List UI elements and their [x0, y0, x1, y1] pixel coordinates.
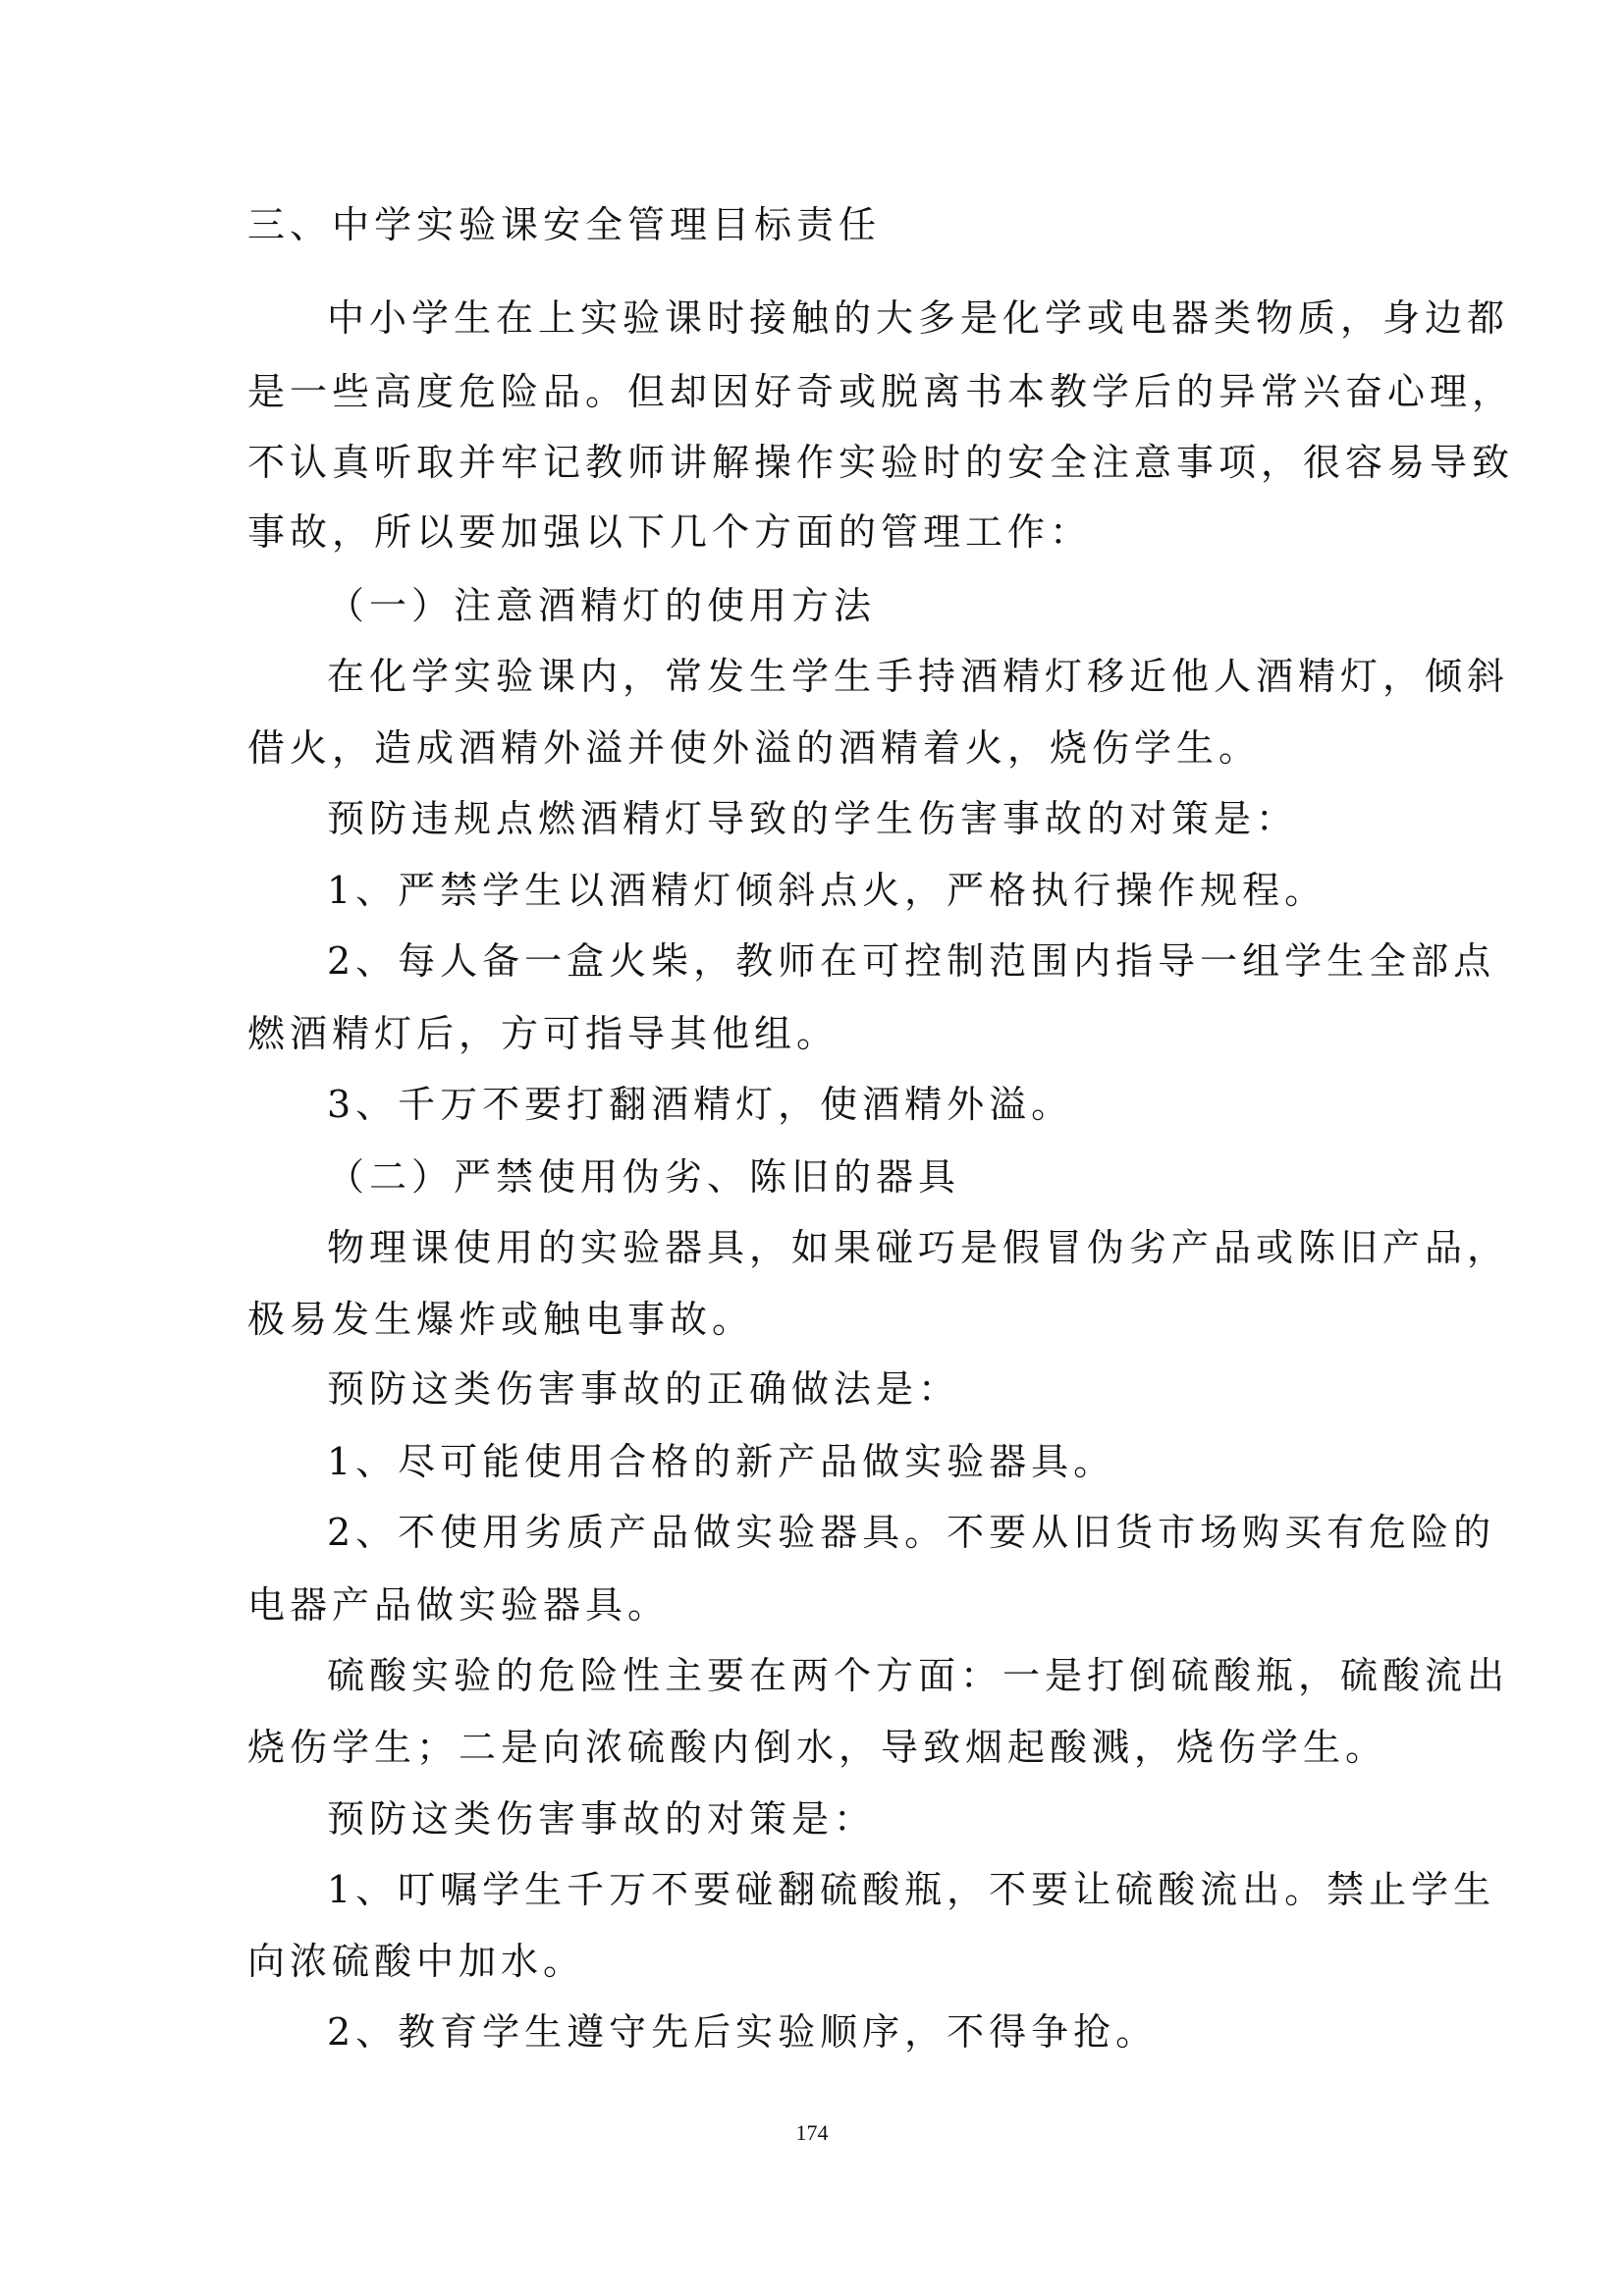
paragraph-line: 物理课使用的实验器具，如果碰巧是假冒伪劣产品或陈旧产品，	[327, 1226, 1510, 1269]
intro-paragraph-line: 不认真听取并牢记教师讲解操作实验时的安全注意事项，很容易导致	[247, 441, 1515, 484]
section-heading: 三、中学实验课安全管理目标责任	[247, 203, 882, 246]
paragraph-line: 烧伤学生；二是向浓硫酸内倒水，导致烟起酸溅，烧伤学生。	[247, 1726, 1388, 1769]
list-item: 2、每人备一盒火柴，教师在可控制范围内指导一组学生全部点	[327, 939, 1496, 983]
list-item: 2、不使用劣质产品做实验器具。不要从旧货市场购买有危险的	[327, 1511, 1496, 1554]
list-item-continuation: 燃酒精灯后，方可指导其他组。	[247, 1012, 839, 1055]
paragraph-line: 预防违规点燃酒精灯导致的学生伤害事故的对策是：	[327, 797, 1299, 840]
list-item: 3、千万不要打翻酒精灯，使酒精外溢。	[327, 1083, 1074, 1126]
subsection-title: （二）严禁使用伪劣、陈旧的器具	[327, 1155, 961, 1199]
subsection-title: （一）注意酒精灯的使用方法	[327, 584, 877, 627]
page-number: 174	[795, 2120, 829, 2145]
intro-paragraph-line: 是一些高度危险品。但却因好奇或脱离书本教学后的异常兴奋心理，	[247, 370, 1515, 413]
paragraph-line: 硫酸实验的危险性主要在两个方面：一是打倒硫酸瓶，硫酸流出	[327, 1654, 1510, 1697]
list-item: 2、教育学生遵守先后实验顺序，不得争抢。	[327, 2010, 1159, 2054]
paragraph-line: 借火，造成酒精外溢并使外溢的酒精着火，烧伤学生。	[247, 726, 1262, 770]
intro-paragraph-line: 中小学生在上实验课时接触的大多是化学或电器类物质，身边都	[327, 296, 1510, 340]
list-item: 1、尽可能使用合格的新产品做实验器具。	[327, 1440, 1116, 1483]
list-item: 1、严禁学生以酒精灯倾斜点火，严格执行操作规程。	[327, 869, 1327, 912]
paragraph-line: 预防这类伤害事故的正确做法是：	[327, 1367, 961, 1411]
paragraph-line: 极易发生爆炸或触电事故。	[247, 1298, 755, 1341]
paragraph-line: 在化学实验课内，常发生学生手持酒精灯移近他人酒精灯，倾斜	[327, 655, 1510, 698]
list-item-continuation: 向浓硫酸中加水。	[247, 1940, 586, 1983]
list-item: 1、叮嘱学生千万不要碰翻硫酸瓶，不要让硫酸流出。禁止学生	[327, 1868, 1496, 1911]
list-item-continuation: 电器产品做实验器具。	[247, 1583, 671, 1627]
paragraph-line: 预防这类伤害事故的对策是：	[327, 1797, 877, 1841]
intro-paragraph-line: 事故，所以要加强以下几个方面的管理工作：	[247, 510, 1093, 554]
